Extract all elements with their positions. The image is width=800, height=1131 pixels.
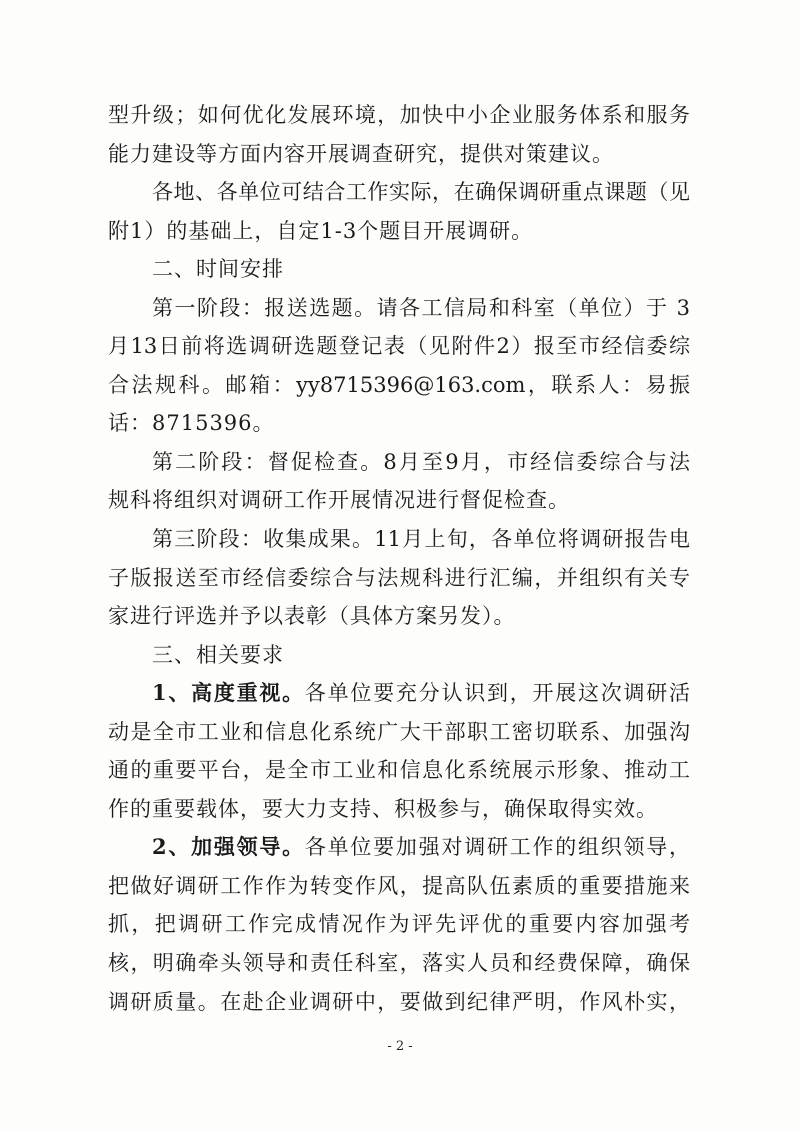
text-line: 动是全市工业和信息化系统广大干部职工密切联系、加强沟 (108, 719, 690, 744)
paragraph-first-line: 第一阶段：报送选题。请各工信局和科室（单位）于 3 (152, 295, 690, 320)
paragraph-first-line (108, 674, 690, 713)
bold-lead: 2、加强领导。 (152, 834, 305, 860)
text-line: 抓，把调研工作完成情况作为评先评优的重要内容加强考 (108, 912, 690, 937)
paragraph-first-line: 第三阶段：收集成果。11月上旬，各单位将调研报告电 (152, 527, 690, 552)
text-line: 通的重要平台，是全市工业和信息化系统展示形象、推动工 (108, 758, 690, 783)
text-line: 月13日前将选调研选题登记表（见附件2）报至市经信委综 (108, 334, 690, 359)
page-number: - 2 - (387, 1039, 413, 1054)
paragraph-first-line: 第二阶段：督促检查。8月至9月，市经信委综合与法 (152, 449, 690, 474)
text-span: 各单位要加强对调研工作的组织领导， (304, 835, 690, 860)
text-line: 作的重要载体，要大力支持、积极参与，确保取得实效。 (108, 796, 658, 821)
text-line: 附1）的基础上，自定1-3个题目开展调研。 (108, 218, 534, 243)
text-line: 把做好调研工作作为转变作风，提高队伍素质的重要措施来 (108, 873, 690, 898)
text-line: 核，明确牵头领导和责任科室，落实人员和经费保障，确保 (108, 951, 690, 976)
section-heading-schedule: 二、时间安排 (152, 257, 284, 282)
text-line: 规科将组织对调研工作开展情况进行督促检查。 (108, 488, 570, 513)
text-line: 能力建设等方面内容开展调查研究，提供对策建议。 (108, 141, 614, 166)
text-line: 子版报送至市经信委综合与法规科进行汇编，并组织有关专 (108, 565, 690, 590)
section-heading-requirements: 三、相关要求 (152, 642, 284, 667)
text-line: 话：8715396。 (108, 411, 275, 436)
paragraph-first-line: 各地、各单位可结合工作实际，在确保调研重点课题（见 (152, 180, 690, 205)
text-line: 家进行评选并予以表彰（具体方案另发）。 (108, 604, 516, 629)
bold-lead: 1、高度重视。 (152, 680, 305, 706)
document-body (108, 96, 690, 1021)
paragraph-first-line (108, 828, 690, 867)
text-span: 各单位要充分认识到，开展这次调研活 (304, 681, 690, 706)
text-line: 合法规科。邮箱：yy8715396@163.com，联系人：易振 (108, 372, 690, 397)
text-line: 调研质量。在赴企业调研中，要做到纪律严明，作风朴实， (108, 989, 690, 1014)
text-line: 型升级；如何优化发展环境，加快中小企业服务体系和服务 (108, 103, 690, 127)
